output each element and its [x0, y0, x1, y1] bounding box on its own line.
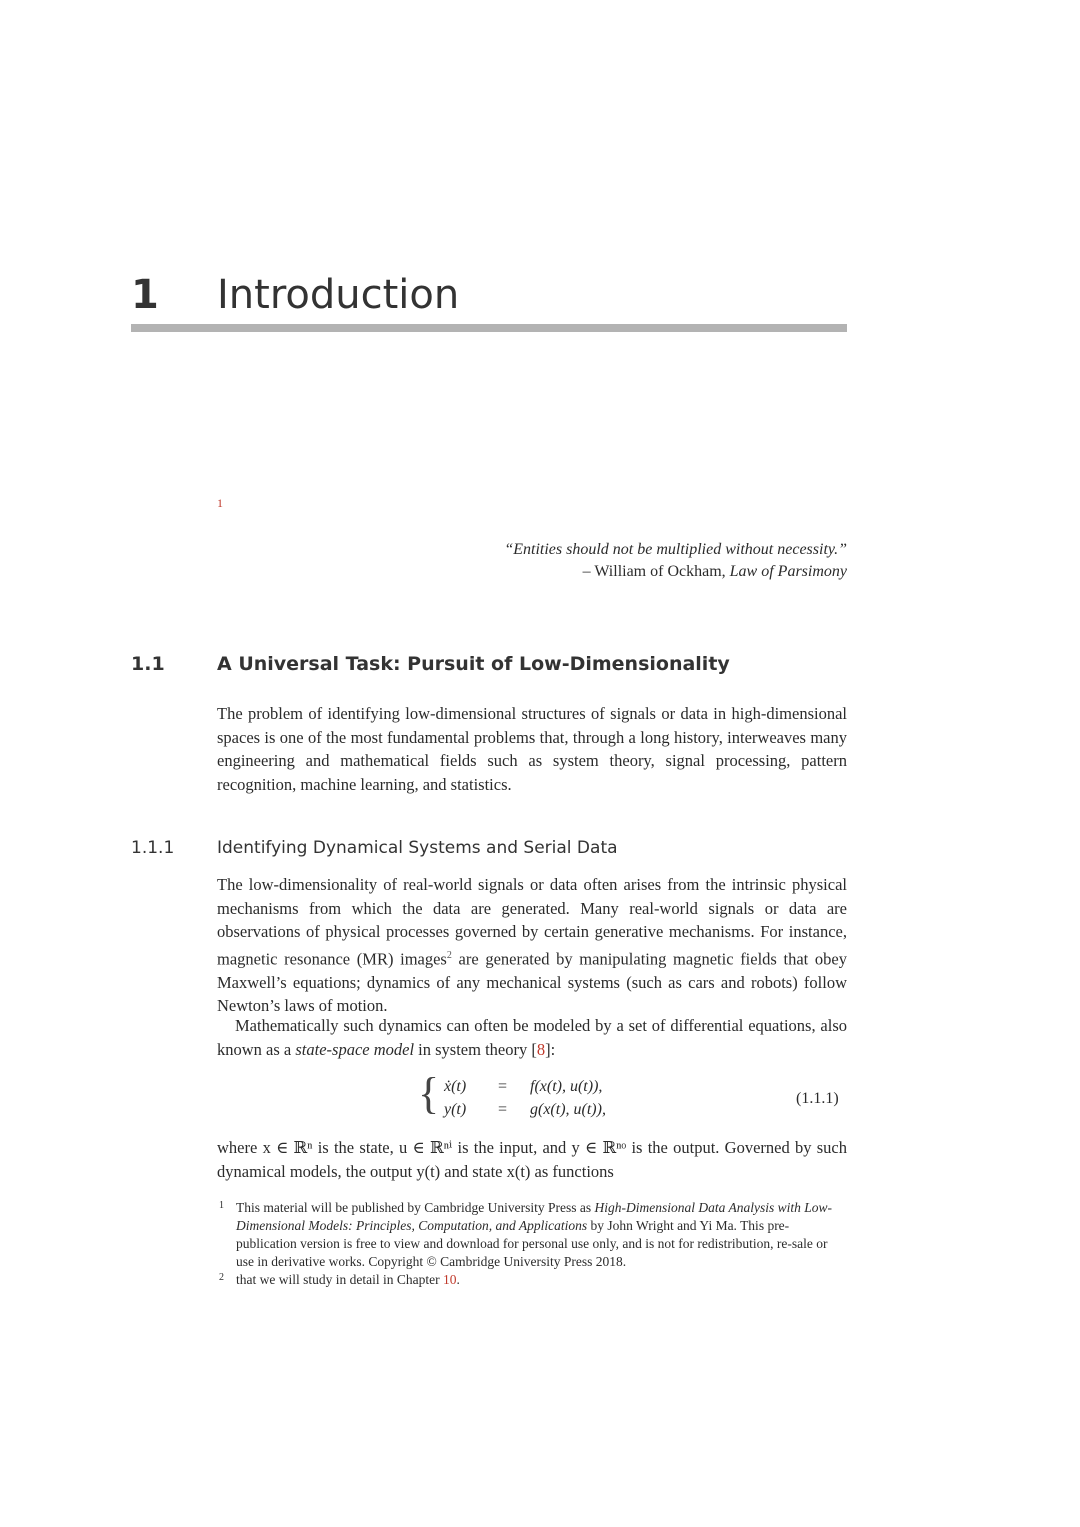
footnote-ref-2[interactable]: 2: [446, 949, 452, 961]
eq-row1-equals: =: [498, 1078, 508, 1095]
chapter-footnote-mark[interactable]: 1: [217, 496, 223, 510]
section-paragraph: The problem of identifying low-dimensional structures of signals or data in high-dimensional spaces is one of the most fundamental problems that, through a long history, interweaves many engineering and mathematical fields such as system theory, signal processing, pattern recognition, machine learning, and statistics.: [217, 704, 847, 794]
eq-row2-lhs: y(t): [444, 1101, 467, 1118]
eq-row2-equals: =: [498, 1101, 508, 1118]
equation-brace: {: [418, 1069, 440, 1118]
chapter-ref-link[interactable]: 10: [442, 1272, 457, 1287]
section-title: A Universal Task: Pursuit of Low-Dimensionality: [217, 653, 730, 675]
equation-number: (1.1.1): [796, 1090, 839, 1107]
attribution-work: Law of Parsimony: [729, 563, 847, 580]
paragraph-state-space: Mathematically such dynamics can often be modeled by a set of differential equations, also known as a state-space model in system theory [8]:: [217, 1016, 847, 1059]
eq-row1-rhs: f(x(t), u(t)),: [530, 1078, 603, 1095]
footnote-1: 1 This material will be published by Cambridge University Press as High-Dimensional Data Analysis with Low-Dimensional Models: Principles, Computation, and Applications by John Wright and Yi Ma. This pre-publication version is free to view and download for personal use only, and is not for redistribution, re-sale or use in derivative works. Copyright © Cambridge University Press 2018.: [219, 1200, 832, 1269]
paragraph-mechanisms: The low-dimensionality of real-world signals or data often arises from the intrinsic physical mechanisms from which the data are generated. Many real-world signals or data are observations of physical processes governed by certain generative mechanisms. For instance, magnetic resonance (MR) images$^2$ are generated by manipulating magnetic fields that obey Maxwell’s equations; dynamics of any mechanical systems (such as cars and robots) follow Newton’s laws of motion.: [217, 875, 848, 1015]
paragraph-where: where x ∈ ℝⁿ is the state, u ∈ ℝⁿⁱ is the input, and y ∈ ℝⁿᵒ is the output. Governed by such dynamical models, the output y(t) and state x(t) as functions: [217, 1138, 847, 1181]
citation-link[interactable]: 8: [536, 1039, 546, 1059]
footnote-2: 2 that we will study in detail in Chapter 10.: [219, 1272, 460, 1287]
section-number: 1.1: [131, 653, 165, 675]
eq-row1-lhs: ẋ(t): [444, 1078, 467, 1095]
epigraph-attribution: [300, 561, 847, 583]
footnotes: [219, 1199, 847, 1289]
epigraph-quote: “Entities should not be multiplied without necessity.”: [504, 541, 847, 558]
chapter-number: 1: [131, 272, 159, 318]
chapter-title: Introduction: [217, 272, 460, 318]
subsection-title: Identifying Dynamical Systems and Serial Data: [217, 838, 618, 858]
eq-row2-rhs: g(x(t), u(t)),: [530, 1101, 606, 1118]
attribution-author: – William of Ockham,: [582, 563, 730, 580]
chapter-rule: [131, 324, 847, 332]
subsection-number: 1.1.1: [131, 838, 175, 858]
